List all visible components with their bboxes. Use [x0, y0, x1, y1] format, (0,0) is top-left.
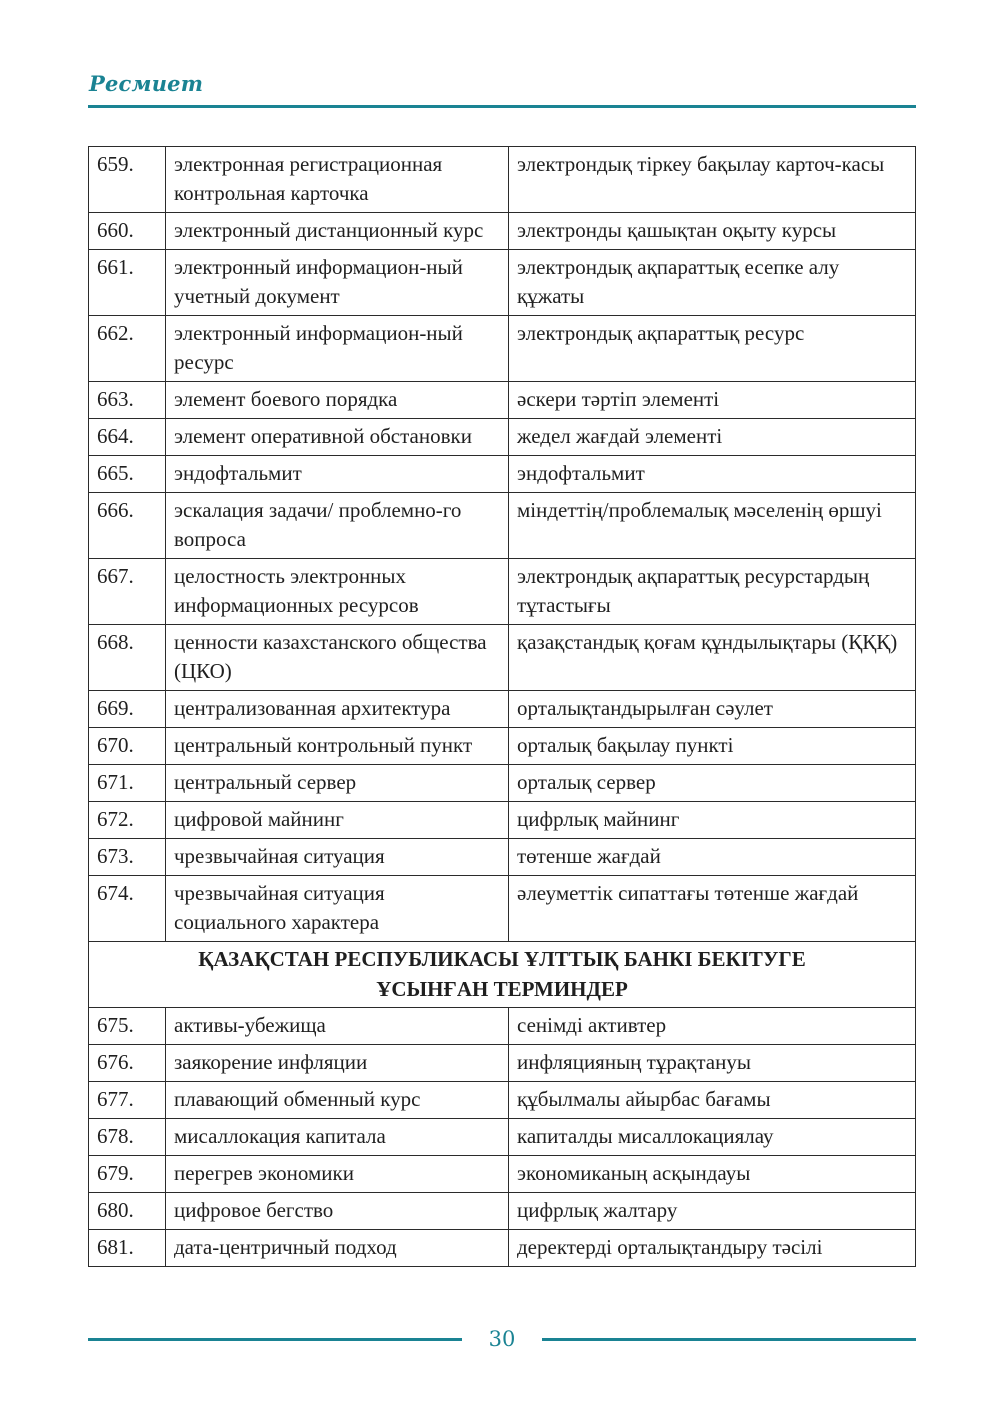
- table-row: [89, 213, 916, 250]
- term-kazakh: инфляцияның тұрақтануы: [509, 1045, 916, 1082]
- term-number: 663.: [89, 382, 166, 419]
- footer-rule-right: [542, 1338, 916, 1341]
- footer-rule-left: [88, 1338, 462, 1341]
- term-kazakh: эндофтальмит: [509, 456, 916, 493]
- table-row: [89, 419, 916, 456]
- table-row: [89, 839, 916, 876]
- term-russian: перегрев экономики: [166, 1156, 509, 1193]
- term-kazakh: электрондық ақпараттық есепке алу құжаты: [509, 250, 916, 316]
- term-russian: элемент боевого порядка: [166, 382, 509, 419]
- table-row: [89, 691, 916, 728]
- header-rule: [88, 105, 916, 108]
- term-number: 680.: [89, 1193, 166, 1230]
- term-kazakh: цифрлық жалтару: [509, 1193, 916, 1230]
- term-kazakh: қазақстандық қоғам құндылықтары (ҚҚҚ): [509, 625, 916, 691]
- table-row: [89, 1045, 916, 1082]
- term-number: 671.: [89, 765, 166, 802]
- table-row: [89, 728, 916, 765]
- term-number: 675.: [89, 1008, 166, 1045]
- term-kazakh: әлеуметтік сипаттағы төтенше жағдай: [509, 876, 916, 942]
- term-kazakh: орталықтандырылған сәулет: [509, 691, 916, 728]
- term-number: 672.: [89, 802, 166, 839]
- term-number: 661.: [89, 250, 166, 316]
- term-number: 677.: [89, 1082, 166, 1119]
- term-kazakh: әскери тәртіп элементі: [509, 382, 916, 419]
- term-russian: активы-убежища: [166, 1008, 509, 1045]
- term-russian: центральный сервер: [166, 765, 509, 802]
- term-russian: целостность электронных информационных ресурсов: [166, 559, 509, 625]
- term-number: 679.: [89, 1156, 166, 1193]
- terms-table-body: [89, 147, 916, 1267]
- term-russian: электронная регистрационная контрольная карточка: [166, 147, 509, 213]
- table-row: [89, 382, 916, 419]
- term-russian: централизованная архитектура: [166, 691, 509, 728]
- term-kazakh: электрондық ақпараттық ресурстардың тұтастығы: [509, 559, 916, 625]
- term-kazakh: электрондық ақпараттық ресурс: [509, 316, 916, 382]
- term-number: 667.: [89, 559, 166, 625]
- term-russian: цифровое бегство: [166, 1193, 509, 1230]
- terms-table: [88, 146, 916, 1267]
- term-russian: ценности казахстанского общества (ЦКО): [166, 625, 509, 691]
- term-number: 669.: [89, 691, 166, 728]
- term-kazakh: төтенше жағдай: [509, 839, 916, 876]
- section-heading-line: ҚАЗАҚСТАН РЕСПУБЛИКАСЫ ҰЛТТЫҚ БАНКІ БЕКІТУГЕ: [198, 947, 806, 971]
- term-russian: элемент оперативной обстановки: [166, 419, 509, 456]
- term-kazakh: капиталды мисаллокациялау: [509, 1119, 916, 1156]
- table-row: [89, 1156, 916, 1193]
- term-russian: чрезвычайная ситуация: [166, 839, 509, 876]
- term-kazakh: орталық сервер: [509, 765, 916, 802]
- term-number: 666.: [89, 493, 166, 559]
- term-number: 681.: [89, 1230, 166, 1267]
- term-number: 668.: [89, 625, 166, 691]
- page-number: 30: [488, 1327, 516, 1351]
- term-kazakh: құбылмалы айырбас бағамы: [509, 1082, 916, 1119]
- table-row: [89, 1008, 916, 1045]
- term-kazakh: электрондық тіркеу бақылау карточ-касы: [509, 147, 916, 213]
- term-russian: электронный информацион-ный ресурс: [166, 316, 509, 382]
- term-russian: мисаллокация капитала: [166, 1119, 509, 1156]
- table-row: [89, 1230, 916, 1267]
- table-row: [89, 1193, 916, 1230]
- term-number: 674.: [89, 876, 166, 942]
- term-russian: плавающий обменный курс: [166, 1082, 509, 1119]
- table-row: [89, 1119, 916, 1156]
- table-row: [89, 802, 916, 839]
- table-row: [89, 765, 916, 802]
- term-kazakh: электронды қашықтан оқыту курсы: [509, 213, 916, 250]
- section-heading-row: [89, 942, 916, 1008]
- term-russian: заякорение инфляции: [166, 1045, 509, 1082]
- term-number: 665.: [89, 456, 166, 493]
- term-russian: электронный информацион-ный учетный документ: [166, 250, 509, 316]
- term-number: 662.: [89, 316, 166, 382]
- running-header-title: Ресмиет: [89, 71, 204, 96]
- table-row: [89, 1082, 916, 1119]
- table-row: [89, 147, 916, 213]
- term-russian: чрезвычайная ситуация социального характера: [166, 876, 509, 942]
- term-russian: эскалация задачи/ проблемно-го вопроса: [166, 493, 509, 559]
- term-russian: электронный дистанционный курс: [166, 213, 509, 250]
- term-russian: эндофтальмит: [166, 456, 509, 493]
- term-kazakh: экономиканың асқындауы: [509, 1156, 916, 1193]
- term-number: 659.: [89, 147, 166, 213]
- term-kazakh: цифрлық майнинг: [509, 802, 916, 839]
- term-kazakh: міндеттің/проблемалық мәселенің өршуі: [509, 493, 916, 559]
- term-kazakh: сенімді активтер: [509, 1008, 916, 1045]
- term-number: 676.: [89, 1045, 166, 1082]
- term-number: 660.: [89, 213, 166, 250]
- table-row: [89, 316, 916, 382]
- term-number: 670.: [89, 728, 166, 765]
- term-kazakh: орталық бақылау пункті: [509, 728, 916, 765]
- term-number: 664.: [89, 419, 166, 456]
- section-heading-line: ҰСЫНҒАН ТЕРМИНДЕР: [376, 977, 628, 1001]
- table-row: [89, 456, 916, 493]
- section-heading: [89, 942, 916, 1008]
- table-row: [89, 625, 916, 691]
- term-russian: цифровой майнинг: [166, 802, 509, 839]
- term-kazakh: деректерді орталықтандыру тәсілі: [509, 1230, 916, 1267]
- term-number: 673.: [89, 839, 166, 876]
- term-russian: центральный контрольный пункт: [166, 728, 509, 765]
- table-row: [89, 250, 916, 316]
- term-russian: дата-центричный подход: [166, 1230, 509, 1267]
- table-row: [89, 876, 916, 942]
- table-row: [89, 559, 916, 625]
- table-row: [89, 493, 916, 559]
- term-number: 678.: [89, 1119, 166, 1156]
- term-kazakh: жедел жағдай элементі: [509, 419, 916, 456]
